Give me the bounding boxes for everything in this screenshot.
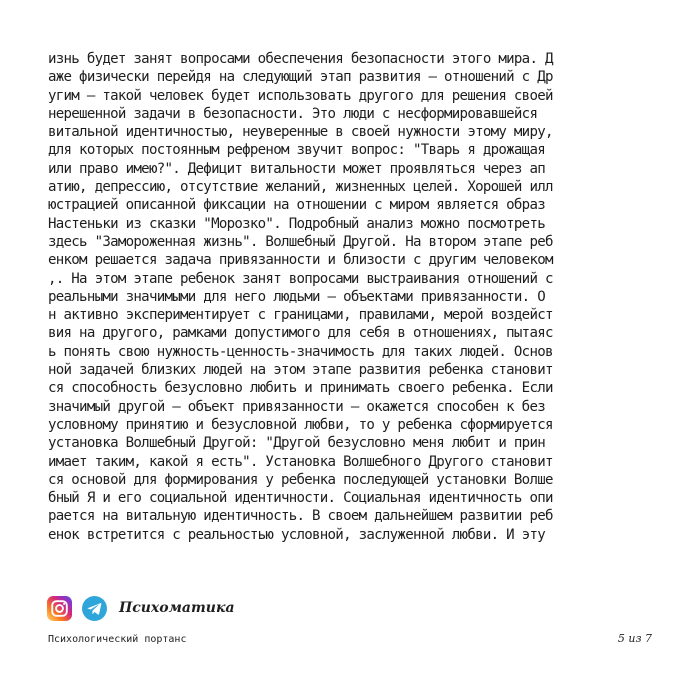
text-line: бный Я и его социальной идентичности. Социальная идентичность опи [48,490,553,507]
page-number: 5 из 7 [617,632,652,645]
text-line: атию, депрессию, отсутствие желаний, жизненных целей. Хорошей илл [48,179,553,196]
text-line: имает таким, какой я есть". Установка Волшебного Другого становит [48,453,553,470]
text-line: ,. На этом этапе ребенок занят вопросами выстраивания отношений с [48,270,553,287]
text-line: здесь "Замороженная жизнь". Волшебный Другой. На втором этапе реб [48,233,553,250]
text-line: ь понять свою нужность-ценность-значимость для таких людей. Основ [48,343,553,360]
text-line: нерешенной задачи в безопасности. Это люди с несформировавшейся [48,105,538,122]
text-line: ся основой для формирования у ребенка последующей установки Волше [48,471,553,488]
text-line: ной задачей близких людей на этом этапе развития ребенка становит [48,362,553,379]
channel-name[interactable]: Психоматика [119,600,235,616]
text-line: условному принятию и безусловной любви, то у ребенка сформируется [48,416,553,433]
telegram-icon[interactable] [82,596,107,621]
text-line: или право имею?". Дефицит витальности может проявляться через ап [48,160,545,177]
text-line: установка Волшебный Другой: "Другой безусловно меня любит и прин [48,435,545,452]
text-line: н активно экспериментирует с границами, правилами, мерой воздейст [48,307,553,324]
text-line: ся способность безусловно любить и принимать своего ребенка. Если [48,380,553,397]
text-line: для которых постоянным рефреном звучит вопрос: "Тварь я дрожащая [48,142,545,159]
footer-social-bar [47,595,235,621]
text-line: Настеньки из сказки "Морозко". Подробный анализ можно посмотреть [48,215,545,232]
text-line: изнь будет занят вопросами обеспечения безопасности этого мира. Д [48,51,553,67]
text-line: вия на другого, рамками допустимого для себя в отношениях, пытаяс [48,325,553,342]
text-line: угим – такой человек будет использовать другого для решения своей [48,87,553,104]
text-line: реальными значимыми для него людьми – объектами привязанности. О [48,288,545,305]
portal-name: Психологический портанс [48,634,187,645]
text-line: значимый другой – объект привязанности – окажется способен к без [48,398,545,415]
text-line: витальной идентичностью, неуверенные в своей нужности этому миру, [48,124,553,141]
text-line: енок встретится с реальностью условной, заслуженной любви. И эту [48,526,545,543]
text-line: юстрацией описанной фиксации на отношении с миром является образ [48,197,545,214]
body-text [48,50,668,544]
text-line: аже физически перейдя на следующий этап развития – отношений с Др [48,69,553,86]
text-line: енком решается задача привязанности и близости с другим человеком [48,252,553,269]
text-line: рается на витальную идентичность. В своем дальнейшем развитии реб [48,508,553,525]
instagram-icon[interactable] [47,596,72,621]
